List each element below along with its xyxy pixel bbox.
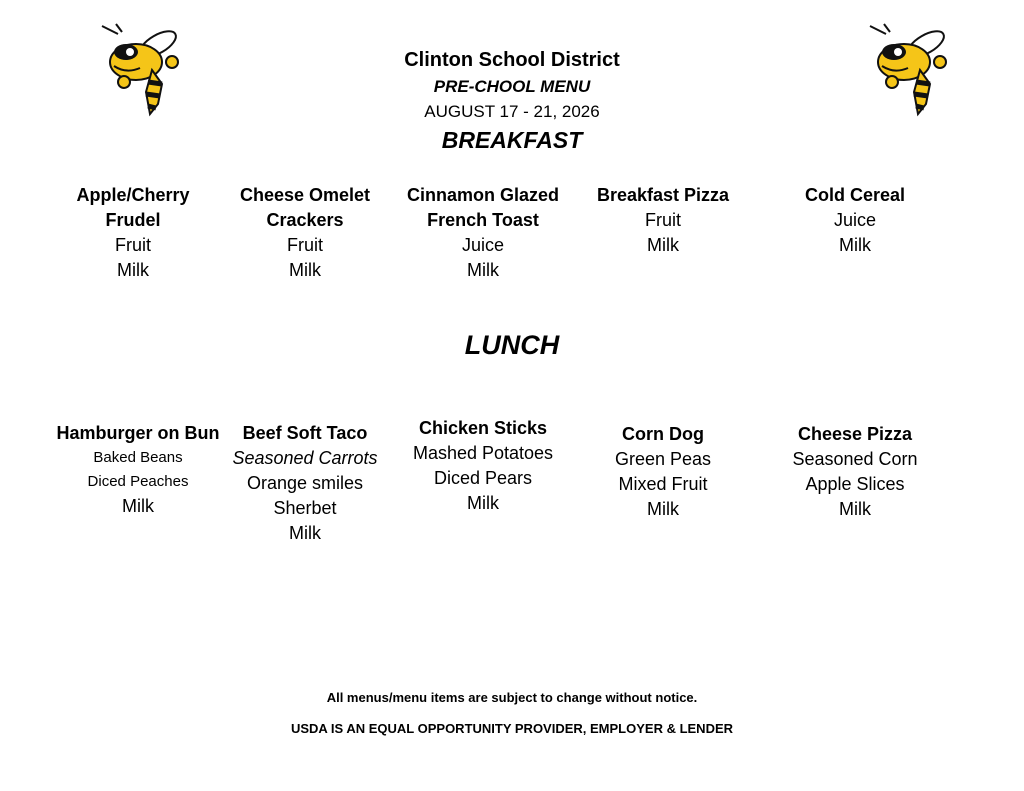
lunch-day-4 (573, 422, 753, 522)
menu-item-entree: Cinnamon Glazed (406, 185, 559, 205)
menu-item-side: Orange smiles (246, 473, 364, 493)
menu-item-side: Milk (289, 523, 321, 543)
menu-item-side: Mixed Fruit (618, 474, 708, 494)
menu-item-side: Milk (647, 499, 679, 519)
menu-item-side: Seasoned Corn (792, 449, 918, 469)
menu-item-side: Milk (647, 235, 679, 255)
breakfast-heading: BREAKFAST (441, 127, 583, 153)
menu-dates: AUGUST 17 - 21, 2026 (424, 102, 600, 121)
breakfast-day-1 (43, 183, 223, 283)
menu-item-side: Milk (467, 493, 499, 513)
menu-item-side: Mashed Potatoes (412, 443, 554, 463)
menu-item-side: Diced Peaches (87, 473, 189, 490)
menu-item-entree: Breakfast Pizza (596, 185, 730, 205)
menu-item-side: French Toast (427, 210, 539, 230)
menu-item-entree: Apple/Cherry (76, 185, 190, 205)
breakfast-day-2 (215, 183, 395, 283)
menu-item-side: Green Peas (614, 449, 712, 469)
menu-item-side: Sherbet (273, 498, 337, 518)
lunch-day-1 (38, 421, 238, 519)
menu-subtitle: PRE-CHOOL MENU (433, 77, 591, 96)
menu-item-side: Milk (839, 499, 871, 519)
menu-item-side: Crackers (266, 210, 344, 230)
menu-item-entree: Corn Dog (622, 424, 704, 444)
lunch-heading: LUNCH (464, 330, 560, 360)
menu-item-side: Milk (117, 260, 149, 280)
menu-item-side: Baked Beans (93, 449, 183, 466)
menu-item-side: Fruit (115, 235, 151, 255)
yellow-jacket-mascot-icon (96, 22, 192, 118)
menu-item-side: Fruit (645, 210, 681, 230)
lunch-day-2 (215, 421, 395, 546)
menu-item-entree: Hamburger on Bun (56, 423, 220, 443)
menu-item-entree: Cold Cereal (804, 185, 906, 205)
menu-item-side: Milk (467, 260, 499, 280)
menu-item-side: Fruit (287, 235, 323, 255)
lunch-day-3 (393, 416, 573, 516)
breakfast-day-5 (765, 183, 945, 258)
lunch-day-5 (765, 422, 945, 522)
usda-statement: USDA IS AN EQUAL OPPORTUNITY PROVIDER, EMPLOYER & LENDER (290, 721, 734, 736)
menu-item-entree: Chicken Sticks (418, 418, 548, 438)
menu-item-side: Milk (289, 260, 321, 280)
menu-item-side: Diced Pears (433, 468, 533, 488)
menu-item-side: Juice (833, 210, 877, 230)
menu-item-entree: Beef Soft Taco (242, 423, 368, 443)
menu-item-side: Juice (461, 235, 505, 255)
yellow-jacket-mascot-icon (864, 22, 960, 118)
breakfast-day-4 (573, 183, 753, 258)
menu-item-side: Frudel (105, 210, 161, 230)
menu-item-side: Seasoned Carrots (232, 448, 378, 468)
menu-item-side: Milk (122, 496, 154, 516)
menu-item-entree: Cheese Pizza (797, 424, 913, 444)
breakfast-day-3 (393, 183, 573, 283)
menu-item-side: Apple Slices (805, 474, 905, 494)
district-title: Clinton School District (404, 49, 620, 71)
menu-item-side: Milk (839, 235, 871, 255)
change-notice: All menus/menu items are subject to change without notice. (326, 690, 698, 705)
menu-item-entree: Cheese Omelet (239, 185, 371, 205)
